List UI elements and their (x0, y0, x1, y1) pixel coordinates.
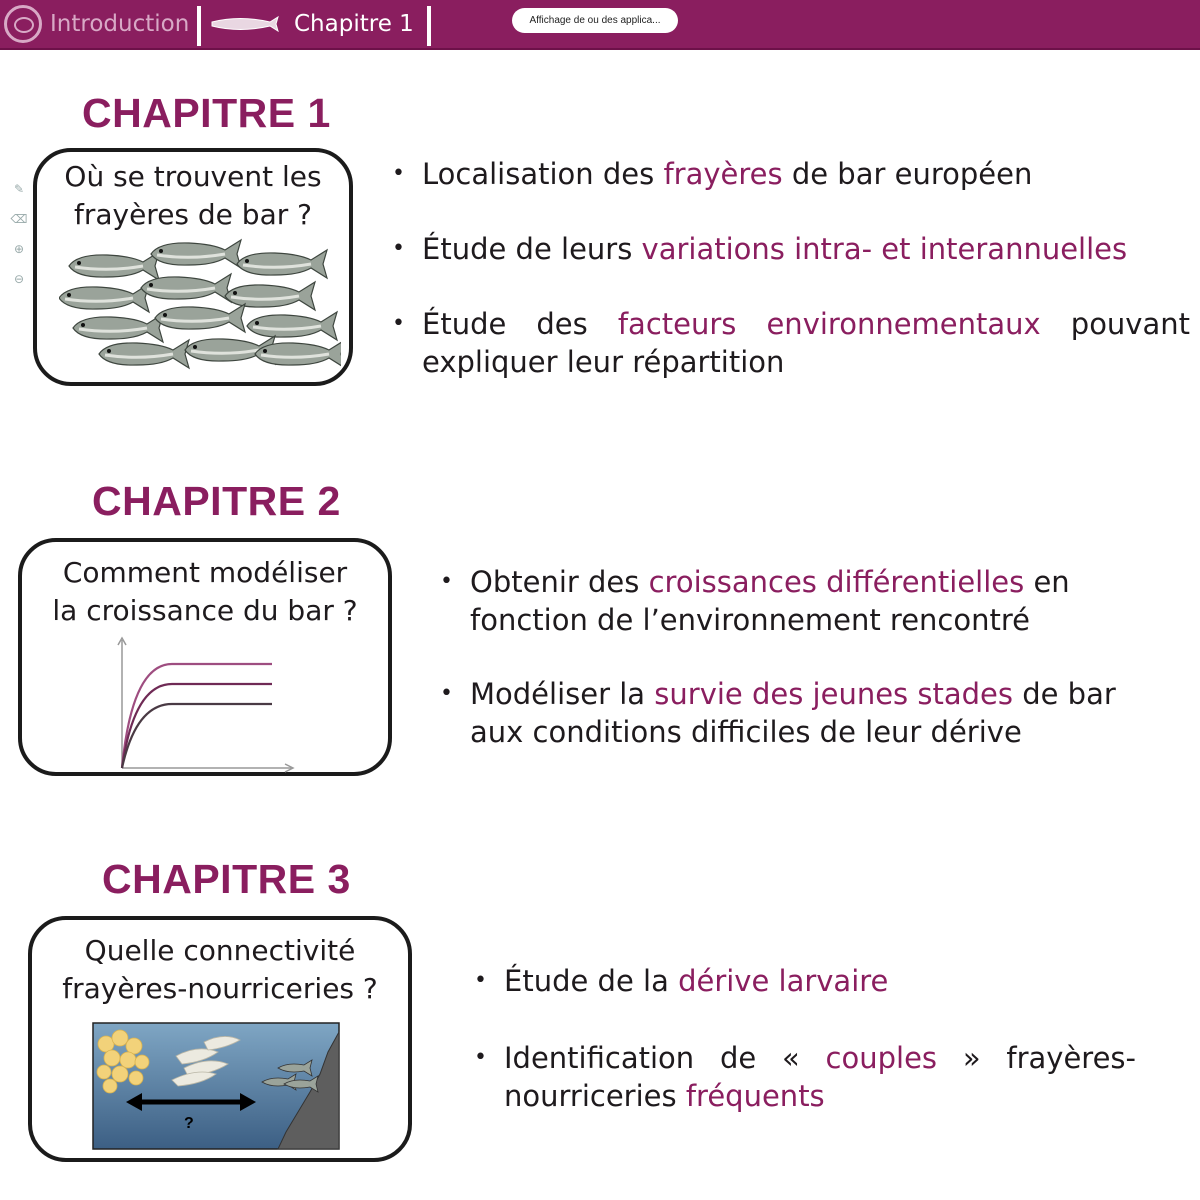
tab-separator (197, 6, 201, 46)
connectivity-illustration (92, 1022, 342, 1152)
bullet-item: • Étude des facteurs environnementaux pouvant expliquer leur répartition (392, 305, 1190, 381)
app-sharing-notification[interactable]: Affichage de ou des applica... (512, 8, 678, 33)
chapter-1-bullets (392, 155, 1190, 381)
zoom-in-icon[interactable]: ⊕ (13, 242, 25, 256)
bullet-item: • Obtenir des croissances différentielles en fonction de l’environnement rencontré (440, 563, 1140, 639)
chapter-3-question: Quelle connectivité frayères-nourriceries ? (62, 934, 378, 1005)
chapter-1-question-box (33, 148, 353, 386)
logo-icon (4, 5, 42, 43)
bullet-item: • Étude de la dérive larvaire (474, 962, 1136, 1000)
chapter-3-bullets (474, 962, 1136, 1115)
chapter-2-question: Comment modéliser la croissance du bar ? (52, 556, 358, 627)
annotation-toolbar (10, 182, 28, 302)
zoom-out-icon[interactable]: ⊖ (13, 272, 25, 286)
top-navigation-bar (0, 0, 1200, 50)
chapter-1-question: Où se trouvent les frayères de bar ? (64, 160, 322, 231)
chapter-2-title: CHAPITRE 2 (92, 478, 341, 524)
eraser-icon[interactable]: ⌫ (10, 212, 28, 226)
tab-separator (427, 6, 431, 46)
fish-icon (210, 13, 280, 35)
bullet-item: • Étude de leurs variations intra- et interannuelles (392, 230, 1190, 268)
chapter-2-question-box (18, 538, 392, 776)
connectivity-question-mark: ? (184, 1115, 194, 1132)
fish-school-illustration (59, 236, 341, 376)
pen-icon[interactable]: ✎ (13, 182, 25, 196)
tab-introduction[interactable] (4, 6, 189, 42)
tab-introduction-label: Introduction (50, 11, 190, 37)
tab-chapitre-1[interactable] (210, 6, 414, 42)
growth-curves-illustration (112, 636, 302, 776)
chapter-3-question-box (28, 916, 412, 1162)
bullet-item: • Localisation des frayères de bar européen (392, 155, 1190, 193)
chapter-2-bullets (440, 563, 1140, 751)
bullet-item: • Identification de « couples » frayères-nourriceries fréquents (474, 1039, 1136, 1115)
chapter-3-title: CHAPITRE 3 (102, 856, 351, 902)
chapter-1-title: CHAPITRE 1 (82, 90, 331, 136)
bullet-item: • Modéliser la survie des jeunes stades de bar aux conditions difficiles de leur dérive (440, 675, 1140, 751)
tab-chapitre-1-label: Chapitre 1 (294, 11, 414, 37)
